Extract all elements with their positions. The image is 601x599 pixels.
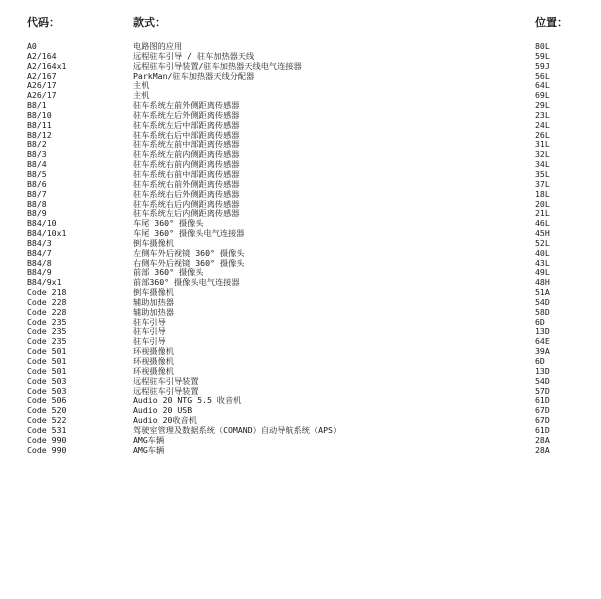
- row-model: 驻车系统右前中部距离传感器: [133, 169, 240, 179]
- row-model: 驻车系统左后外侧距离传感器: [133, 110, 240, 120]
- row-code: Code 235: [27, 336, 67, 347]
- table-row: [0, 81, 601, 91]
- row-model: Audio 20收音机: [133, 416, 197, 426]
- row-code: Code 503: [27, 375, 67, 386]
- row-code: B8/5: [27, 168, 47, 179]
- table-row: [0, 52, 601, 62]
- row-model: 驻车系统左后内侧距离传感器: [133, 209, 240, 219]
- row-position: 28A: [535, 434, 550, 445]
- row-position: 24L: [535, 119, 550, 130]
- table-row: [0, 396, 601, 406]
- table-row: [0, 268, 601, 278]
- row-model: 环视摄像机: [133, 357, 174, 366]
- row-position: 59J: [535, 60, 550, 71]
- header-position: 位置：: [535, 16, 568, 29]
- row-model: 驻车系统右前外侧距离传感器: [133, 179, 240, 189]
- table-row: [0, 219, 601, 229]
- row-position: 37L: [535, 178, 550, 189]
- row-model: Audio 20 NTG 5.5 收音机: [133, 396, 242, 406]
- row-code: A26/17: [27, 80, 57, 91]
- row-code: B84/3: [27, 237, 52, 248]
- row-position: 61D: [535, 395, 550, 406]
- row-model: 主机: [133, 81, 150, 91]
- row-position: 21L: [535, 208, 550, 219]
- row-model: 环视摄像机: [133, 366, 174, 376]
- row-code: Code 506: [27, 395, 67, 406]
- row-code: B8/11: [27, 119, 52, 130]
- row-model: AMG车辆: [133, 445, 165, 455]
- header-code: 代码：: [27, 16, 60, 29]
- row-code: Code 235: [27, 316, 67, 327]
- row-code: B8/8: [27, 198, 47, 209]
- row-model: 环视摄像机: [133, 347, 174, 357]
- table-row: [0, 249, 601, 259]
- row-code: B8/10: [27, 109, 52, 120]
- row-position: 48H: [535, 277, 550, 288]
- row-position: 43L: [535, 257, 550, 268]
- table-row: [0, 140, 601, 150]
- row-position: 69L: [535, 90, 550, 101]
- row-model: 驻车引导: [133, 327, 166, 337]
- row-code: Code 235: [27, 326, 67, 337]
- row-position: 32L: [535, 149, 550, 160]
- row-model: Audio 20 USB: [133, 406, 193, 416]
- table-row: [0, 288, 601, 298]
- row-code: A2/164x1: [27, 60, 67, 71]
- row-model: 倒车摄像机: [133, 288, 174, 298]
- row-position: 67D: [535, 405, 550, 416]
- row-code: B84/9: [27, 267, 52, 278]
- row-position: 28A: [535, 444, 550, 455]
- table-row: [0, 62, 601, 72]
- row-position: 13D: [535, 365, 550, 376]
- row-code: B8/2: [27, 139, 47, 150]
- row-code: B8/3: [27, 149, 47, 160]
- table-row: [0, 377, 601, 387]
- table-row: [0, 387, 601, 397]
- row-position: 40L: [535, 247, 550, 258]
- row-model: 驻车系统左后中部距离传感器: [133, 120, 240, 130]
- row-model: 驻车系统左前内侧距离传感器: [133, 150, 240, 160]
- table-row: [0, 150, 601, 160]
- table-row: [0, 170, 601, 180]
- table-row: [0, 426, 601, 436]
- row-code: Code 501: [27, 346, 67, 357]
- row-code: B84/8: [27, 257, 52, 268]
- row-position: 34L: [535, 159, 550, 170]
- table-row: [0, 327, 601, 337]
- row-code: Code 501: [27, 356, 67, 366]
- row-model: 前部 360° 摄像头: [133, 268, 204, 278]
- row-model: 左侧车外后视镜 360° 摄像头: [133, 248, 245, 258]
- row-code: B84/10x1: [27, 228, 67, 239]
- row-model: 驻车系统左前外侧距离传感器: [133, 101, 240, 111]
- row-position: 51A: [535, 287, 550, 298]
- row-position: 35L: [535, 168, 550, 179]
- row-code: B8/12: [27, 129, 52, 140]
- table-row: [0, 72, 601, 82]
- table-row: [0, 367, 601, 377]
- row-position: 26L: [535, 129, 550, 140]
- row-model: 驻车系统右前内侧距离传感器: [133, 160, 240, 170]
- row-code: A26/17: [27, 90, 57, 101]
- row-position: 64L: [535, 80, 550, 91]
- row-code: A2/167: [27, 70, 57, 81]
- row-model: 电路图的应用: [133, 42, 183, 51]
- table-row: [0, 229, 601, 239]
- row-position: 54D: [535, 375, 550, 386]
- row-model: 远程驻车引导 / 驻车加热器天线: [133, 51, 255, 61]
- row-model: 车尾 360° 摄像头: [133, 219, 204, 229]
- table-header: [0, 14, 601, 30]
- row-code: Code 990: [27, 434, 67, 445]
- row-position: 29L: [535, 100, 550, 111]
- table-row: [0, 101, 601, 111]
- row-model: 远程驻车引导装置/驻车加热器天线电气连接器: [133, 61, 302, 71]
- row-position: 80L: [535, 41, 550, 51]
- row-position: 56L: [535, 70, 550, 81]
- row-position: 39A: [535, 346, 550, 357]
- table-row: [0, 239, 601, 249]
- table-row: [0, 318, 601, 328]
- row-model: 驻车引导: [133, 337, 166, 347]
- row-model: 前部360° 摄像头电气连接器: [133, 278, 240, 288]
- row-code: B84/9x1: [27, 277, 62, 288]
- row-code: Code 520: [27, 405, 67, 416]
- row-code: Code 522: [27, 415, 67, 426]
- row-model: 驻车引导: [133, 317, 166, 327]
- table-body: [0, 42, 601, 455]
- row-position: 59L: [535, 50, 550, 61]
- row-position: 58D: [535, 306, 550, 317]
- table-row: [0, 160, 601, 170]
- table-row: [0, 278, 601, 288]
- row-position: 31L: [535, 139, 550, 150]
- row-position: 67D: [535, 415, 550, 426]
- table-row: [0, 180, 601, 190]
- table-row: [0, 357, 601, 367]
- row-model: 辅助加热器: [133, 307, 174, 317]
- row-model: 驻车系统左前中部距离传感器: [133, 140, 240, 150]
- header-model: 款式：: [133, 16, 166, 29]
- row-code: B8/7: [27, 188, 47, 199]
- row-code: A0: [27, 41, 37, 51]
- row-position: 61D: [535, 424, 550, 435]
- row-code: Code 218: [27, 287, 67, 298]
- table-row: [0, 131, 601, 141]
- table-row: [0, 121, 601, 131]
- table-row: [0, 111, 601, 121]
- row-position: 6D: [535, 356, 545, 366]
- row-model: 倒车摄像机: [133, 238, 174, 248]
- row-model: 远程驻车引导装置: [133, 376, 199, 386]
- row-code: B8/6: [27, 178, 47, 189]
- row-code: Code 228: [27, 306, 67, 317]
- table-row: [0, 406, 601, 416]
- table-row: [0, 337, 601, 347]
- row-code: Code 228: [27, 296, 67, 307]
- row-position: 49L: [535, 267, 550, 278]
- row-model: 辅助加热器: [133, 297, 174, 307]
- row-code: Code 531: [27, 424, 67, 435]
- row-model: 右侧车外后视镜 360° 摄像头: [133, 258, 245, 268]
- row-position: 18L: [535, 188, 550, 199]
- row-position: 20L: [535, 198, 550, 209]
- row-position: 46L: [535, 218, 550, 229]
- row-code: B84/7: [27, 247, 52, 258]
- table-row: [0, 91, 601, 101]
- row-model: 远程驻车引导装置: [133, 386, 199, 396]
- row-position: 54D: [535, 296, 550, 307]
- row-model: 车尾 360° 摄像头电气连接器: [133, 229, 245, 239]
- row-code: B8/4: [27, 159, 47, 170]
- table-row: [0, 308, 601, 318]
- row-code: Code 503: [27, 385, 67, 396]
- row-position: 6D: [535, 316, 545, 327]
- row-position: 57D: [535, 385, 550, 396]
- row-code: B8/9: [27, 208, 47, 219]
- table-row: [0, 298, 601, 308]
- row-position: 45H: [535, 228, 550, 239]
- row-position: 52L: [535, 237, 550, 248]
- row-model: 主机: [133, 91, 150, 101]
- table-row: [0, 42, 601, 52]
- row-code: B8/1: [27, 100, 47, 111]
- row-code: A2/164: [27, 50, 57, 61]
- row-model: 驾驶室管理及数据系统（COMAND）自动导航系统（APS）: [133, 425, 342, 435]
- row-position: 64E: [535, 336, 550, 347]
- table-row: [0, 259, 601, 269]
- row-position: 23L: [535, 109, 550, 120]
- table-row: [0, 190, 601, 200]
- row-model: 驻车系统右后中部距离传感器: [133, 130, 240, 140]
- row-model: 驻车系统右后外侧距离传感器: [133, 189, 240, 199]
- table-row: [0, 209, 601, 219]
- row-model: ParkMan/驻车加热器天线分配器: [133, 71, 255, 81]
- table-row: [0, 416, 601, 426]
- row-code: B84/10: [27, 218, 57, 229]
- table-row: [0, 347, 601, 357]
- table-row: [0, 446, 601, 456]
- row-position: 13D: [535, 326, 550, 337]
- row-code: Code 501: [27, 365, 67, 376]
- row-code: Code 990: [27, 444, 67, 455]
- table-row: [0, 436, 601, 446]
- row-model: AMG车辆: [133, 435, 165, 445]
- row-model: 驻车系统右后内侧距离传感器: [133, 199, 240, 209]
- table-row: [0, 200, 601, 210]
